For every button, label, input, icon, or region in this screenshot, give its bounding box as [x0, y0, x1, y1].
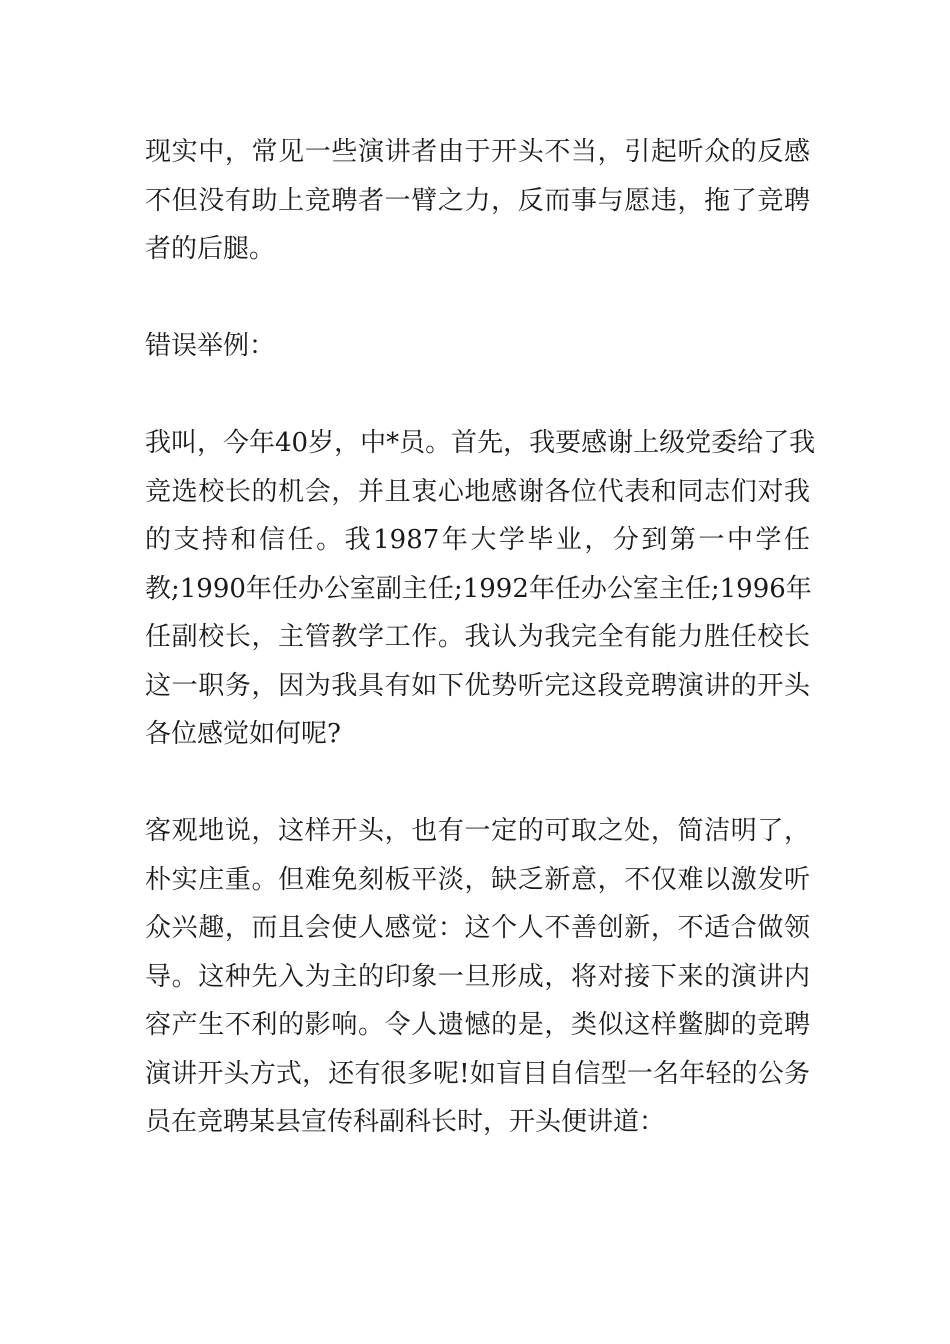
text-line: 容产生不利的影响。令人遗憾的是，类似这样鳖脚的竞聘 — [145, 1010, 810, 1040]
text-line: 演讲开头方式，还有很多呢!如盲目自信型一名年轻的公务 — [145, 1058, 810, 1089]
text-line: 任副校长，主管教学工作。我认为我完全有能力胜任校长 — [145, 622, 810, 652]
text-line: 客观地说，这样开头，也有一定的可取之处，简洁明了， — [145, 816, 810, 846]
text-line: 导。这种先入为主的印象一旦形成，将对接下来的演讲内 — [145, 961, 810, 992]
paragraph-example-speech — [145, 419, 816, 759]
paragraph-analysis — [145, 807, 810, 1147]
text-line: 各位感觉如何呢? — [145, 719, 341, 749]
paragraph-heading-example — [145, 322, 810, 371]
paragraph-gap — [145, 371, 810, 420]
document-body — [145, 128, 816, 1147]
text-line: 的支持和信任。我1987年大学毕业，分到第一中学任 — [145, 525, 810, 555]
text-line: 众兴趣，而且会使人感觉：这个人不善创新，不适合做领 — [145, 913, 810, 943]
text-line: 不但没有助上竞聘者一臂之力，反而事与愿违，拖了竞聘 — [145, 185, 810, 216]
text-line: 教;1990年任办公室副主任;1992年任办公室主任;1996年 — [145, 573, 812, 604]
paragraph-gap — [145, 274, 810, 323]
text-line: 朴实庄重。但难免刻板平淡，缺乏新意，不仅难以激发听 — [145, 864, 810, 895]
text-line: 员在竞聘某县宣传科副科长时，开头便讲道： — [145, 1107, 666, 1137]
text-line: 错误举例： — [145, 331, 276, 361]
text-line: 竞选校长的机会，并且衷心地感谢各位代表和同志们对我 — [145, 476, 810, 507]
text-line: 者的后腿。 — [145, 234, 276, 264]
text-line: 现实中，常见一些演讲者由于开头不当，引起听众的反感 — [145, 137, 810, 167]
text-line: 我叫，今年40岁，中*员。首先，我要感谢上级党委给了我 — [145, 428, 816, 458]
paragraph-intro — [145, 128, 810, 274]
paragraph-gap — [145, 759, 810, 808]
text-line: 这一职务，因为我具有如下优势听完这段竞聘演讲的开头 — [145, 670, 810, 701]
